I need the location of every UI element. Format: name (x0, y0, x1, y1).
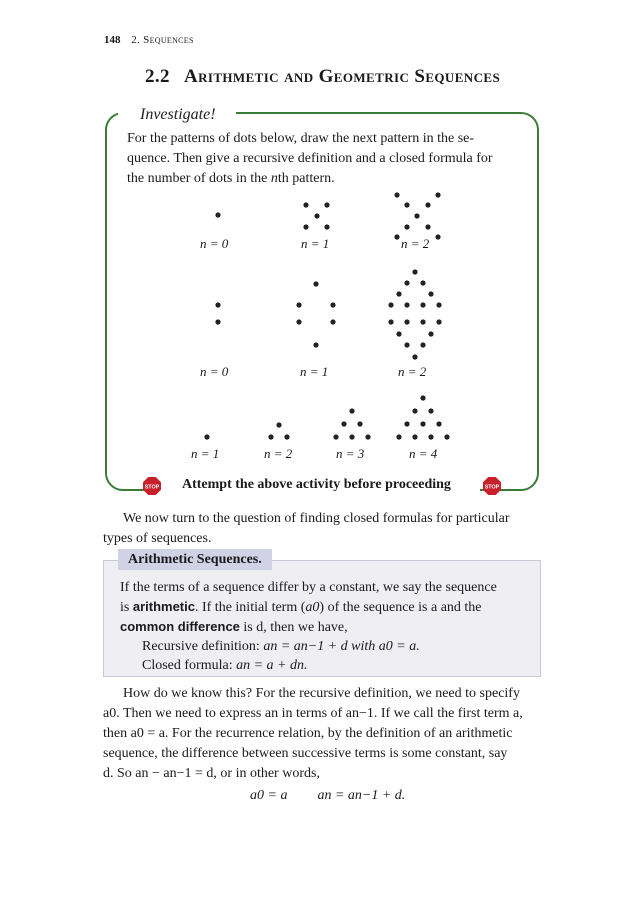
dot (435, 234, 440, 239)
dot (284, 434, 289, 439)
dot (420, 319, 425, 324)
dot (428, 331, 433, 336)
dot (404, 342, 409, 347)
dot (428, 408, 433, 413)
investigate-title: Investigate! (140, 106, 216, 123)
dot (412, 354, 417, 359)
dot (324, 224, 329, 229)
dot (349, 408, 354, 413)
dot (296, 302, 301, 307)
dot (396, 434, 401, 439)
stop-sign-icon (143, 477, 161, 495)
instruction-line-2: quence. Then give a recursive definition and a closed formula for (127, 151, 493, 166)
dot (313, 281, 318, 286)
stop-sign-icon (483, 477, 501, 495)
dot (428, 434, 433, 439)
paragraph-line: types of sequences. (103, 531, 212, 546)
dot (204, 434, 209, 439)
dot (215, 319, 220, 324)
dot (357, 421, 362, 426)
pattern-label: n = 0 (200, 236, 229, 251)
dot (414, 213, 419, 218)
intro-paragraph (103, 509, 541, 549)
dot (404, 280, 409, 285)
dot (268, 434, 273, 439)
dot (425, 224, 430, 229)
dot (396, 331, 401, 336)
pattern-label: n = 2 (401, 236, 430, 251)
dot (215, 212, 220, 217)
recurrence-relation: an = an−1 + d. (317, 788, 406, 803)
pattern-label: n = 4 (409, 446, 438, 461)
dot (404, 319, 409, 324)
dot (333, 434, 338, 439)
dot (436, 421, 441, 426)
paragraph-line: d. So an − an−1 = d, or in other words, (103, 766, 320, 781)
arithmetic-definition-text (120, 578, 525, 675)
dot (420, 342, 425, 347)
dot (435, 192, 440, 197)
pattern-label: n = 2 (398, 364, 427, 379)
pattern-label: n = 2 (264, 446, 293, 461)
paragraph-line: How do we know this? For the recursive definition, we need to specify (123, 686, 520, 701)
stop-caption: Attempt the above activity before proceeding (182, 477, 451, 492)
dot (388, 319, 393, 324)
initial-term: a0 = a (250, 788, 288, 803)
dot (436, 302, 441, 307)
dot (303, 224, 308, 229)
dot (314, 213, 319, 218)
paragraph-line: a0. Then we need to express an in terms of an−1. If we call the first term a, (103, 706, 523, 721)
pattern-label: n = 0 (200, 364, 229, 379)
dot (394, 192, 399, 197)
dot (296, 319, 301, 324)
dot (420, 421, 425, 426)
dot (276, 422, 281, 427)
dot (420, 280, 425, 285)
dot (349, 434, 354, 439)
arithmetic-box-label: Arithmetic Sequences. (118, 549, 272, 570)
section-number: 2.2 (145, 66, 170, 87)
dot (404, 302, 409, 307)
paragraph-line: We now turn to the question of finding closed formulas for particular (123, 511, 510, 526)
dot (412, 434, 417, 439)
pattern-label: n = 1 (301, 236, 330, 251)
definition-line: If the terms of a sequence differ by a constant, we say the sequence (120, 580, 497, 595)
dot (404, 202, 409, 207)
instruction-line-3: the number of dots in the nth pattern. (127, 171, 335, 186)
chapter-title: 2. Sequences (131, 34, 194, 46)
explanation-paragraph (103, 684, 541, 784)
definition-line: common difference is d, then we have, (120, 619, 348, 635)
display-equation (250, 788, 405, 804)
dot (444, 434, 449, 439)
dot (303, 202, 308, 207)
dot (330, 302, 335, 307)
dot (425, 202, 430, 207)
pattern-label: n = 3 (336, 446, 365, 461)
dot (215, 302, 220, 307)
pattern-label: n = 1 (300, 364, 329, 379)
dot (412, 269, 417, 274)
paragraph-line: sequence, the difference between successive terms is some constant, say (103, 746, 508, 761)
svg-text:STOP: STOP (484, 484, 500, 491)
svg-text:STOP: STOP (144, 484, 160, 491)
dot (436, 319, 441, 324)
dot (420, 395, 425, 400)
dot (428, 291, 433, 296)
pattern-label: n = 1 (191, 446, 220, 461)
dot (404, 421, 409, 426)
definition-line: is arithmetic. If the initial term (a0) of the sequence is a and the (120, 599, 482, 615)
dot (412, 408, 417, 413)
dot (341, 421, 346, 426)
paragraph-line: then a0 = a. For the recurrence relation, by the definition of an arithmetic (103, 726, 513, 741)
dot (394, 234, 399, 239)
dot (330, 319, 335, 324)
dot (396, 291, 401, 296)
dot (404, 224, 409, 229)
recursive-definition: Recursive definition: an = an−1 + d with a0 = a. (142, 639, 420, 654)
closed-formula: Closed formula: an = a + dn. (142, 658, 308, 673)
dot (313, 342, 318, 347)
instruction-line-1: For the patterns of dots below, draw the next pattern in the se- (127, 131, 475, 146)
dot (420, 302, 425, 307)
section-heading: Arithmetic and Geometric Sequences (183, 66, 501, 87)
dot (388, 302, 393, 307)
page-number: 148 (104, 34, 121, 46)
dot (324, 202, 329, 207)
dot (365, 434, 370, 439)
